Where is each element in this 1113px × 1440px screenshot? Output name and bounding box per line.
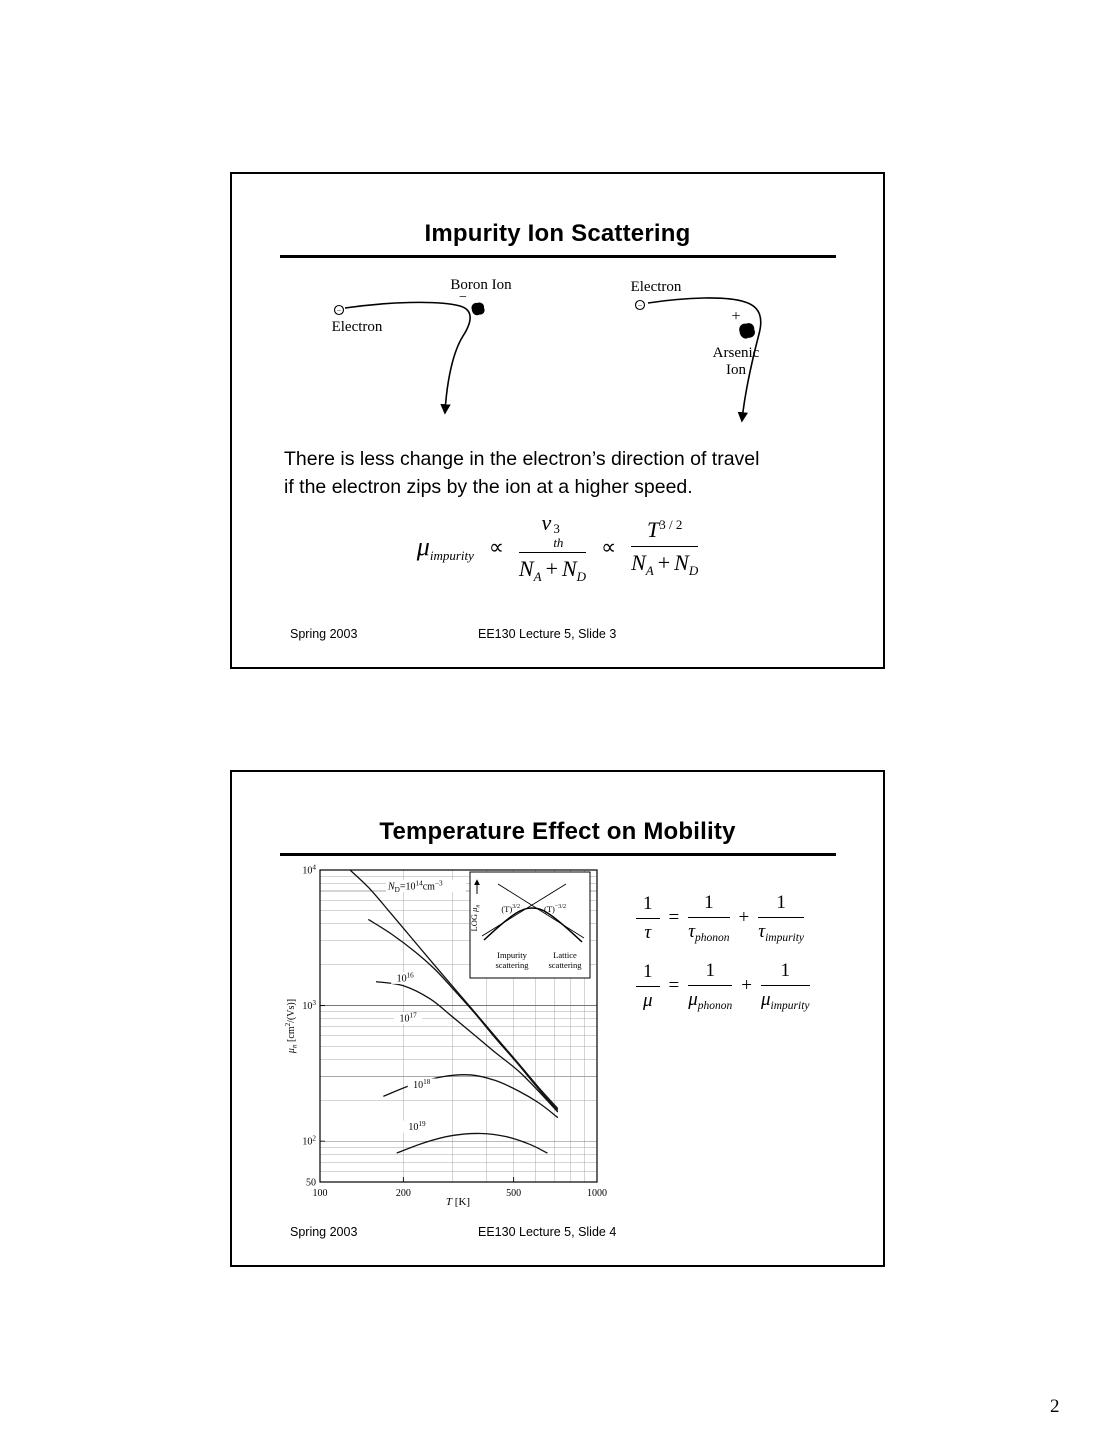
series-label: $10^{16}$ xyxy=(396,971,414,985)
tau-impurity-denominator xyxy=(758,918,804,944)
x-tick-label: 100 xyxy=(312,1188,328,1199)
x-axis-label: T [K] xyxy=(445,1196,471,1208)
series-label: $10^{19}$ xyxy=(408,1120,426,1134)
y-tick-label: $10^3$ xyxy=(302,999,316,1013)
mu-symbol: μ xyxy=(416,531,430,561)
inset-left-line-label: $(T)^{3/2}$ xyxy=(501,904,520,914)
slide-3 xyxy=(230,172,885,669)
boron-ion-blob xyxy=(471,302,484,315)
nd-symbol: N xyxy=(561,556,577,582)
electron-left-charge: − xyxy=(336,306,342,315)
v-scripts xyxy=(553,522,563,549)
inset-scattering-plot xyxy=(469,872,590,978)
body-line-2: if the electron zips by the ion at a higher speed. xyxy=(284,475,693,498)
mu-impurity-denominator xyxy=(761,986,810,1012)
electron-right-label: Electron xyxy=(630,279,682,295)
slide-4-title-underline xyxy=(280,853,836,856)
slide-4-title: Temperature Effect on Mobility xyxy=(379,818,736,845)
mu-symbol: μ xyxy=(688,989,698,1010)
slide-3-title: Impurity Ion Scattering xyxy=(424,220,691,247)
na-symbol: N xyxy=(631,549,646,575)
equals-sign: = xyxy=(668,975,680,996)
t-superscript: 3 / 2 xyxy=(659,516,683,532)
numerator-one: 1 xyxy=(688,960,732,986)
tau-formula-row xyxy=(636,892,810,944)
mu-lhs-fraction xyxy=(636,961,660,1012)
tau-symbol: τ xyxy=(758,921,766,942)
y-tick-label: 50 xyxy=(306,1177,316,1189)
vth-numerator xyxy=(519,510,586,553)
mu-phonon-denominator xyxy=(688,986,732,1012)
x-tick-label: 200 xyxy=(395,1188,411,1199)
y-axis-label: $\mu_n$ $[cm^2/(Vs)]$ xyxy=(284,998,299,1054)
series-curve xyxy=(397,1133,547,1152)
mu-impurity-fraction xyxy=(761,960,810,1012)
equals-sign: = xyxy=(668,907,680,928)
mu-formula-row xyxy=(636,960,810,1012)
plus-sign: + xyxy=(738,907,750,928)
v-subscript: th xyxy=(553,534,564,550)
slide-3-body xyxy=(284,446,759,501)
inset-caption: Impurity xyxy=(497,950,527,960)
y-tick-label: $10^4$ xyxy=(302,863,316,877)
body-line-1: There is less change in the electron’s direction of travel xyxy=(284,448,760,470)
x-tick-label: 1000 xyxy=(587,1188,607,1199)
temperature-numerator xyxy=(631,517,698,547)
impurity-mobility-formula xyxy=(232,510,883,585)
electron-right-charge: − xyxy=(637,301,643,310)
slide-3-title-underline xyxy=(280,255,836,258)
slide-4-footer-title: EE130 Lecture 5, Slide 4 xyxy=(478,1225,617,1239)
impurity-subscript: impurity xyxy=(770,1000,810,1012)
mu-symbol: μ xyxy=(642,989,653,1011)
slide-4 xyxy=(230,770,885,1267)
t-symbol: T xyxy=(646,516,660,542)
page-number: 2 xyxy=(1050,1396,1060,1417)
mu-symbol: μ xyxy=(760,989,771,1010)
mobility-vs-temperature-chart xyxy=(282,860,614,1216)
plus-sign: + xyxy=(741,975,752,996)
slide-3-footer-title: EE130 Lecture 5, Slide 3 xyxy=(478,627,617,641)
na-symbol: N xyxy=(518,556,534,582)
numerator-one: 1 xyxy=(688,892,729,918)
series-label: $N_D=10^{14}cm^{-3}$ xyxy=(388,879,443,895)
vth-fraction xyxy=(519,510,586,585)
inset-right-line-label: $(T)^{-3/2}$ xyxy=(544,904,567,914)
formula-lhs xyxy=(417,532,474,564)
impurity-subscript: impurity xyxy=(765,932,805,944)
arsenic-ion-label-line1: Arsenic xyxy=(712,345,760,361)
y-tick-label: $10^2$ xyxy=(302,1134,316,1148)
nd-symbol: N xyxy=(674,549,689,575)
inset-y-axis-label: LOG $\mu_n$ xyxy=(469,904,482,932)
tau-phonon-fraction xyxy=(688,892,729,944)
tau-lhs-fraction xyxy=(636,893,660,944)
inset-caption: scattering xyxy=(495,960,529,970)
slide-4-footer-date: Spring 2003 xyxy=(290,1225,358,1239)
boron-ion-label: Boron Ion xyxy=(450,277,512,293)
numerator-one: 1 xyxy=(758,892,804,918)
plus-operator: + xyxy=(545,556,558,582)
temperature-fraction xyxy=(631,517,698,579)
numerator-one: 1 xyxy=(636,893,660,919)
numerator-one: 1 xyxy=(636,961,660,987)
doping-denominator-2 xyxy=(631,547,698,579)
electron-left-label: Electron xyxy=(331,319,383,335)
proportional-symbol-1: ∝ xyxy=(488,535,504,560)
na-subscript: A xyxy=(533,569,542,585)
phonon-subscript: phonon xyxy=(697,1000,733,1012)
arsenic-ion-blob xyxy=(739,323,755,338)
series-label: $10^{18}$ xyxy=(413,1077,431,1091)
inset-caption: scattering xyxy=(548,960,582,970)
mu-phonon-fraction xyxy=(688,960,732,1012)
boron-charge-minus: − xyxy=(459,290,467,305)
nd-subscript: D xyxy=(576,569,587,585)
numerator-one: 1 xyxy=(761,960,810,986)
x-tick-label: 500 xyxy=(506,1188,522,1199)
arsenic-ion-label-line2: Ion xyxy=(726,362,746,378)
proportional-symbol-2: ∝ xyxy=(601,535,617,560)
v-superscript: 3 xyxy=(553,521,560,536)
series-curve xyxy=(377,982,558,1112)
matthiessen-formulas xyxy=(636,892,810,1028)
doping-denominator-1 xyxy=(519,553,586,585)
mu-subscript: impurity xyxy=(429,547,474,563)
tau-phonon-denominator xyxy=(688,918,729,944)
v-symbol: v xyxy=(541,510,552,535)
slide-3-footer-date: Spring 2003 xyxy=(290,627,358,641)
tau-symbol: τ xyxy=(688,921,696,942)
nd-subscript: D xyxy=(688,562,699,578)
plus-operator: + xyxy=(657,549,671,575)
na-subscript: A xyxy=(645,562,654,578)
tau-impurity-fraction xyxy=(758,892,804,944)
phonon-subscript: phonon xyxy=(695,932,730,944)
series-label: $10^{17}$ xyxy=(399,1011,417,1025)
arsenic-charge-plus: + xyxy=(731,308,741,325)
tau-symbol: τ xyxy=(644,921,652,943)
inset-caption: Lattice xyxy=(553,950,577,960)
ion-scattering-diagram xyxy=(232,262,887,440)
